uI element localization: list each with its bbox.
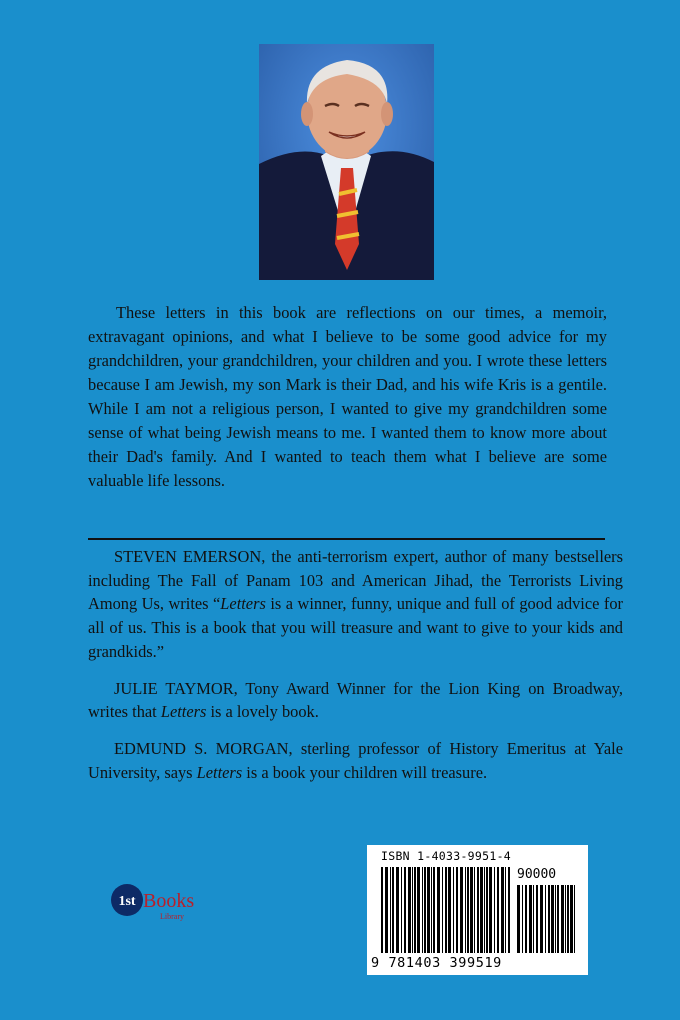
barcode-bar <box>381 867 383 953</box>
barcode-bar <box>433 867 435 953</box>
isbn-barcode <box>367 845 588 975</box>
ean-digits: 9 781403 399519 <box>371 955 502 971</box>
barcode-bar <box>525 885 527 953</box>
isbn-label: ISBN 1-4033-9951-4 <box>381 849 512 863</box>
barcode-bar <box>533 885 534 953</box>
barcode-bar <box>477 867 479 953</box>
barcode-bar <box>574 885 575 953</box>
price-code: 90000 <box>517 867 557 882</box>
barcode-bars-icon <box>381 867 511 953</box>
portrait-photo-icon <box>259 44 434 280</box>
barcode-bar <box>456 867 458 953</box>
barcode-bar <box>401 867 402 953</box>
barcode-bar <box>467 867 469 953</box>
barcode-bar <box>555 885 556 953</box>
blurb-paragraph: These letters in this book are reflections on our times, a memoir, extravagant opinions, and what I believe to be some good advice for my grandchildren, your grandchildren, your children and you. I wrote these letters because I am Jewish, my son Mark is their Dad, and his wife Kris is a gentile. While I am not a religious person, I wanted to give my grandchildren some sense of what being Jewish means to me. I wanted them to know more about their Dad's family. And I wanted to teach them what I believe are some valuable life lessons. <box>88 303 607 490</box>
barcode-bar <box>417 867 420 953</box>
barcode-bar <box>486 867 488 953</box>
barcode-bar <box>501 867 504 953</box>
barcode-bar <box>497 867 499 953</box>
barcode-bar <box>390 867 391 953</box>
logo-word: Books <box>143 890 195 912</box>
barcode-bar <box>561 885 564 953</box>
barcode-bar <box>437 867 440 953</box>
barcode-bar <box>392 867 394 953</box>
barcode-bar <box>529 885 532 953</box>
barcode-bar <box>427 867 430 953</box>
barcode-bar <box>424 867 426 953</box>
barcode-bar <box>484 867 485 953</box>
section-divider <box>88 538 605 540</box>
barcode-bar <box>460 867 463 953</box>
barcode-bar <box>567 885 569 953</box>
barcode-bar <box>505 867 506 953</box>
barcode-bar <box>508 867 510 953</box>
barcode-bar <box>445 867 447 953</box>
barcode-bar <box>442 867 443 953</box>
barcode-bar <box>480 867 483 953</box>
barcode-bar <box>422 867 423 953</box>
barcode-bar <box>540 885 543 953</box>
barcode-bar <box>474 867 475 953</box>
barcode-bar <box>551 885 554 953</box>
back-cover-blurb <box>88 301 607 493</box>
barcode-bar <box>548 885 550 953</box>
barcode-bar <box>557 885 559 953</box>
barcode-bar <box>448 867 451 953</box>
logo-sub: Library <box>160 912 184 921</box>
barcode-bar <box>431 867 432 953</box>
publisher-logo-icon <box>110 882 210 924</box>
barcode-bar <box>412 867 413 953</box>
barcode-bar <box>408 867 411 953</box>
publisher-logo <box>110 882 210 924</box>
barcode-bar <box>396 867 399 953</box>
barcode-bar <box>522 885 523 953</box>
barcode-bar <box>494 867 495 953</box>
barcode-bar <box>570 885 573 953</box>
author-photo <box>259 44 434 280</box>
barcode-bar <box>404 867 406 953</box>
barcode-bar <box>470 867 473 953</box>
barcode-bar <box>536 885 538 953</box>
barcode-bar <box>545 885 546 953</box>
barcode-bar <box>565 885 566 953</box>
barcode-bar <box>453 867 454 953</box>
barcode-addon-bars-icon <box>517 885 577 953</box>
endorsement-morgan: EDMUND S. MORGAN, sterling professor of History Emeritus at Yale University, says Letters is a book your children will treasure. <box>88 738 623 782</box>
logo-number: 1st <box>118 894 136 909</box>
endorsement-taymor: JULIE TAYMOR, Tony Award Winner for the Lion King on Broadway, writes that Letters is a lovely book. <box>88 678 623 722</box>
barcode-bar <box>414 867 416 953</box>
endorsement-emerson: STEVEN EMERSON, the anti-terrorism expert, author of many bestsellers including The Fall of Panam 103 and American Jihad, the Terrorists Living Among Us, writes “Letters is a winner, funny, unique and full of good advice for all of us. This is a book that you will treasure and want to give to your kids and grandkids.” <box>88 547 623 661</box>
barcode-bar <box>489 867 492 953</box>
barcode-bar <box>465 867 466 953</box>
barcode-bar <box>517 885 520 953</box>
endorsements <box>88 545 623 797</box>
barcode-bar <box>385 867 388 953</box>
